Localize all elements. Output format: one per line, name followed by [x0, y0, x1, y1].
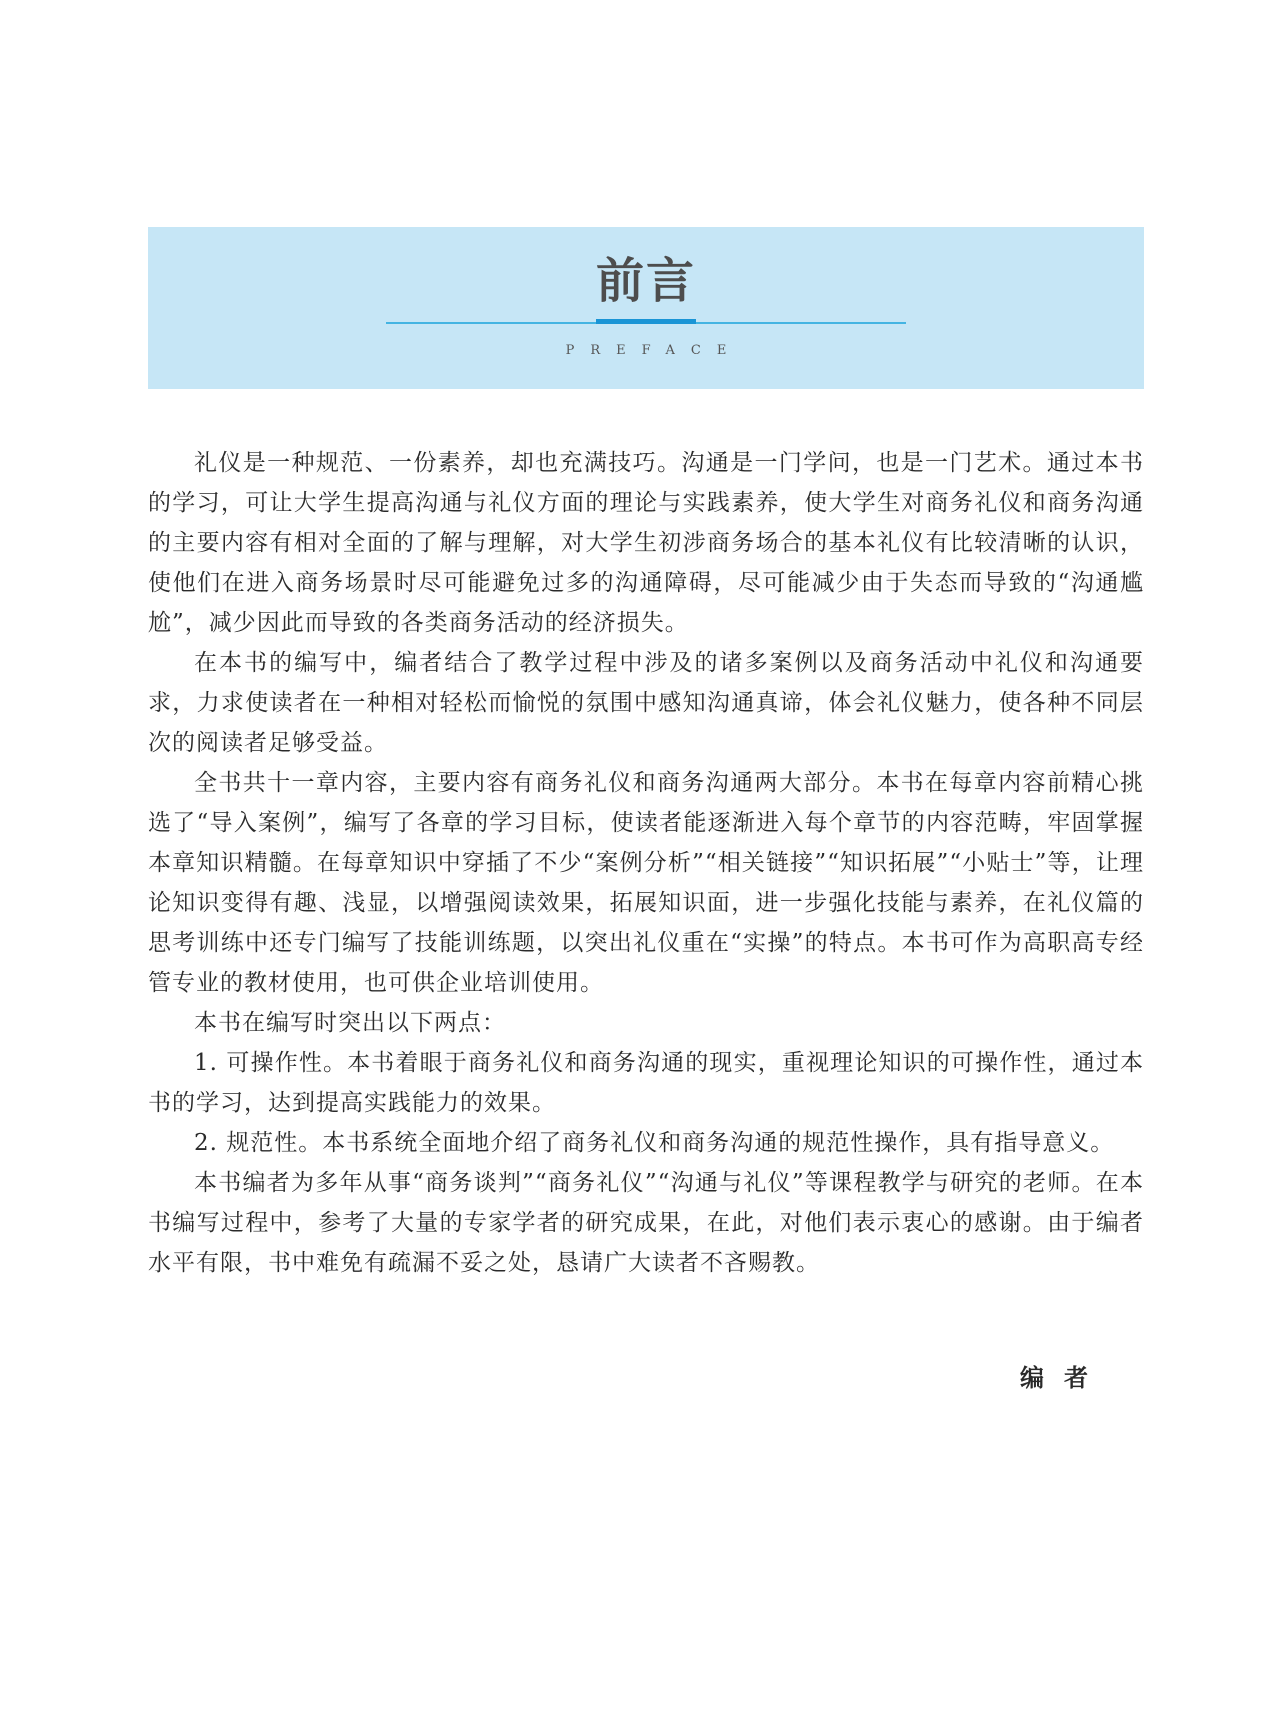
- title-underline-accent: [596, 319, 696, 324]
- page-title: 前言: [595, 253, 696, 309]
- paragraph: 在本书的编写中，编者结合了教学过程中涉及的诸多案例以及商务活动中礼仪和沟通要求，力求使读者在一种相对轻松而愉悦的氛围中感知沟通真谛，体会礼仪魅力，使各种不同层次的阅读者足够受益。: [148, 650, 1144, 756]
- paragraph-list-item: 1. 可操作性。本书着眼于商务礼仪和商务沟通的现实，重视理论知识的可操作性，通过本书的学习，达到提高实践能力的效果。: [148, 1050, 1144, 1116]
- preface-body: [148, 443, 1144, 1283]
- paragraph: 本书在编写时突出以下两点：: [194, 1010, 506, 1036]
- paragraph: 本书编者为多年从事“商务谈判”“商务礼仪”“沟通与礼仪”等课程教学与研究的老师。在本书编写过程中，参考了大量的专家学者的研究成果，在此，对他们表示衷心的感谢。由于编者水平有限，书中难免有疏漏不妥之处，恳请广大读者不吝赐教。: [148, 1170, 1144, 1276]
- paragraph: 全书共十一章内容，主要内容有商务礼仪和商务沟通两大部分。本书在每章内容前精心挑选了“导入案例”，编写了各章的学习目标，使读者能逐渐进入每个章节的内容范畴，牢固掌握本章知识精髓。在每章知识中穿插了不少“案例分析”“相关链接”“知识拓展”“小贴士”等，让理论知识变得有趣、浅显，以增强阅读效果，拓展知识面，进一步强化技能与素养，在礼仪篇的思考训练中还专门编写了技能训练题，以突出礼仪重在“实操”的特点。本书可作为高职高专经管专业的教材使用，也可供企业培训使用。: [148, 770, 1144, 996]
- preface-banner: [148, 227, 1144, 389]
- author-signature: 编者: [1020, 1364, 1108, 1392]
- paragraph-list-item: 2. 规范性。本书系统全面地介绍了商务礼仪和商务沟通的规范性操作，具有指导意义。: [194, 1130, 1115, 1156]
- page-subtitle: PREFACE: [565, 343, 743, 358]
- paragraph: 礼仪是一种规范、一份素养，却也充满技巧。沟通是一门学问，也是一门艺术。通过本书的学习，可让大学生提高沟通与礼仪方面的理论与实践素养，使大学生对商务礼仪和商务沟通的主要内容有相对全面的了解与理解，对大学生初涉商务场合的基本礼仪有比较清晰的认识，使他们在进入商务场景时尽可能避免过多的沟通障碍，尽可能减少由于失态而导致的“沟通尴尬”，减少因此而导致的各类商务活动的经济损失。: [148, 450, 1144, 636]
